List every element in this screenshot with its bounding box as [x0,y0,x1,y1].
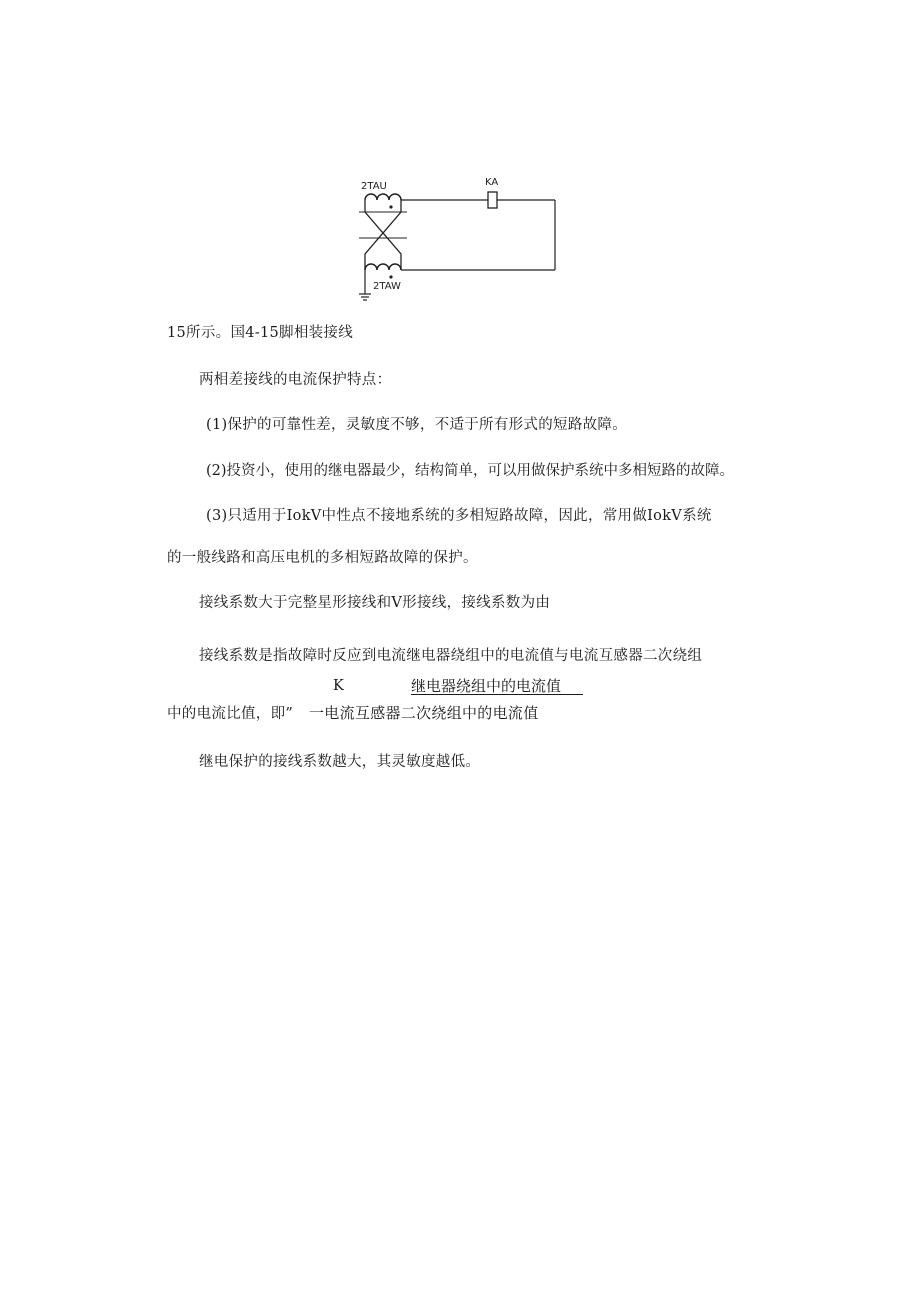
paragraph-point-3a: (3)只适用于IokV中性点不接地系统的多相短路故障，因此，常用做IokV系统 [206,508,712,524]
coil-top [365,194,401,200]
label-2tau: 2TAU [361,181,387,192]
paragraph-definition: 接线系数是指故障时反应到电流继电器绕组中的电流值与电流互感器二次绕组 [199,648,703,664]
polarity-dot-bottom [389,275,392,278]
paragraph-ratio-prefix: 中的电流比值，即” [167,706,294,722]
paragraph-point-2: (2)投资小，使用的继电器最少，结构简单，可以用做保护系统中多相短路的故障。 [206,463,735,479]
label-ka: KA [485,177,499,188]
figure-caption: 15所示。国4-15脚相装接线 [167,325,354,341]
cross-wire-right [365,200,401,270]
formula-k: K [333,678,345,694]
paragraph-coefficient: 接线系数大于完整星形接线和V形接线，接线系数为由 [199,595,551,611]
paragraph-point-1: (1)保护的可靠性差，灵敏度不够，不适于所有形式的短路故障。 [206,417,628,433]
formula-fraction-bar [411,694,583,695]
relay-ka [488,192,497,208]
coil-bottom [365,264,401,270]
formula-numerator: 继电器绕组中的电流值 [411,677,562,695]
label-2taw: 2TAW [373,281,401,292]
cross-wire-left [365,200,401,270]
two-phase-differential-circuit [355,172,570,304]
wiring-diagram [355,172,570,304]
formula-denominator: 一电流互感器二次绕组中的电流值 [309,704,539,722]
polarity-dot-top [389,205,392,208]
paragraph-point-3b: 的一般线路和高压电机的多相短路故障的保护。 [167,550,478,566]
paragraph-conclusion: 继电保护的接线系数越大，其灵敏度越低。 [199,754,481,770]
paragraph-heading: 两相差接线的电流保护特点： [199,372,392,388]
